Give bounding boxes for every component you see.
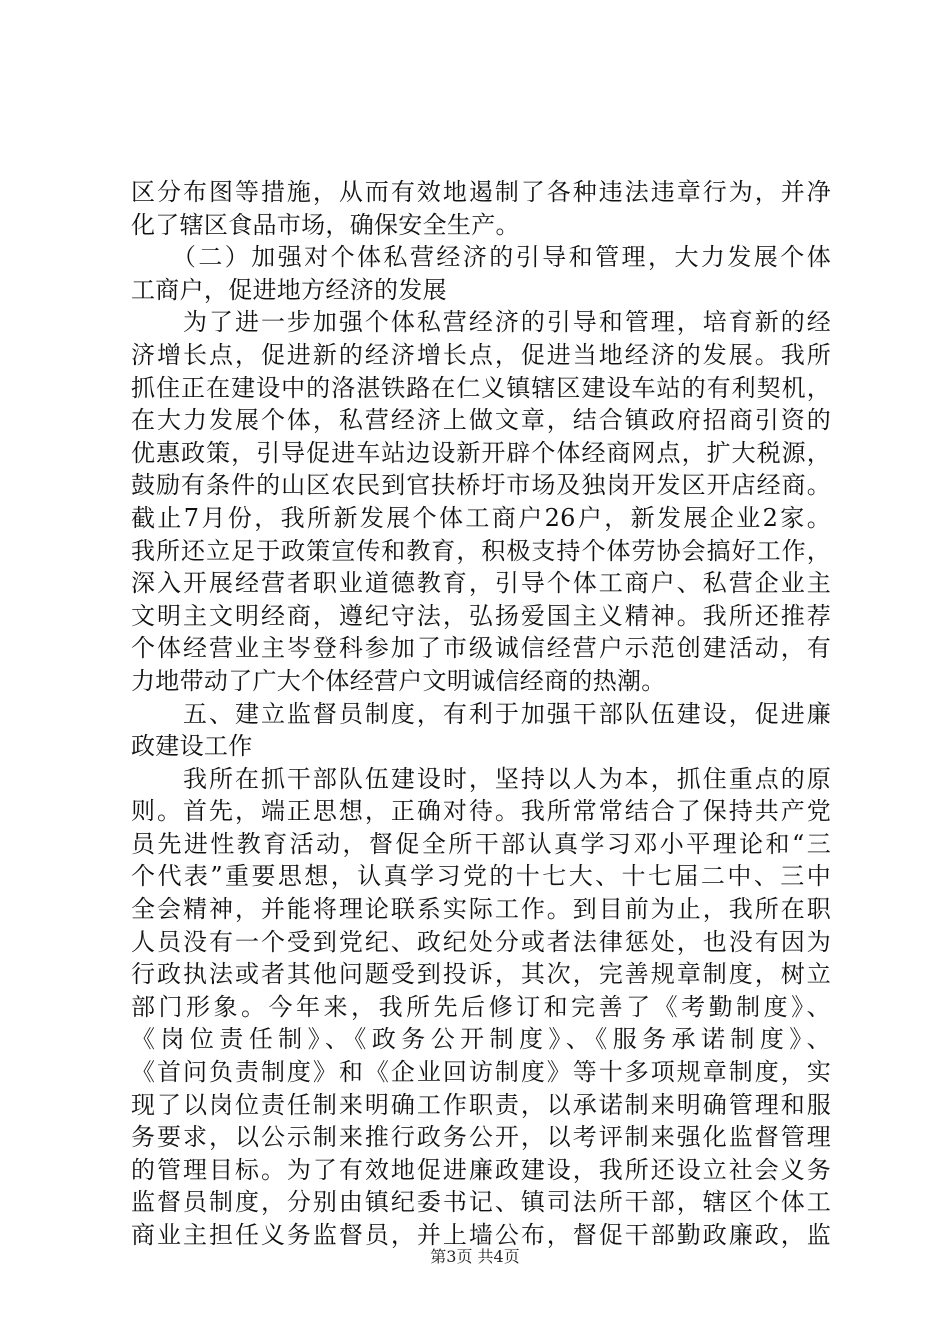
body-text-line: 截止7月份，我所新发展个体工商户26户，新发展企业2家。 — [131, 503, 831, 532]
body-text-line: 五、建立监督员制度，有利于加强干部队伍建设，促进廉 — [131, 699, 831, 728]
body-text-line: 现了以岗位责任制来明确工作职责，以承诺制来明确管理和服 — [131, 1090, 831, 1119]
body-text-line: 深入开展经营者职业道德教育，引导个体工商户、私营企业主 — [131, 569, 831, 598]
body-text-line: 鼓励有条件的山区农民到官扶桥圩市场及独岗开发区开店经商。 — [131, 471, 831, 500]
body-text-line: 行政执法或者其他问题受到投诉，其次，完善规章制度，树立 — [131, 960, 831, 989]
body-text-line: 文明主文明经商，遵纪守法，弘扬爱国主义精神。我所还推荐 — [131, 601, 831, 630]
body-text-line: 全会精神，并能将理论联系实际工作。到目前为止，我所在职 — [131, 895, 831, 924]
body-text-line: 的管理目标。为了有效地促进廉政建设，我所还设立社会义务 — [131, 1155, 831, 1184]
body-text-line: 优惠政策，引导促进车站边设新开辟个体经商网点，扩大税源， — [131, 438, 831, 467]
body-text-line: 政建设工作 — [131, 732, 253, 761]
body-text-line: 《岗位责任制》、《政务公开制度》、《服务承诺制度》、 — [131, 1025, 831, 1054]
body-text-line: 商业主担任义务监督员，并上墙公布，督促干部勤政廉政，监 — [131, 1221, 831, 1249]
body-text-line: 则。首先，端正思想，正确对待。我所常常结合了保持共产党 — [131, 797, 831, 826]
body-text-line: （二）加强对个体私营经济的引导和管理，大力发展个体 — [131, 243, 831, 272]
page-footer: 第3页 共4页 — [430, 1247, 520, 1266]
body-text-line: 人员没有一个受到党纪、政纪处分或者法律惩处，也没有因为 — [131, 927, 831, 956]
body-text-line: 我所还立足于政策宣传和教育，积极支持个体劳协会搞好工作， — [131, 536, 831, 565]
body-text-line: 《首问负责制度》和《企业回访制度》等十多项规章制度，实 — [131, 1058, 831, 1087]
body-text-line: 我所在抓干部队伍建设时，坚持以人为本，抓住重点的原 — [131, 764, 831, 793]
body-text-line: 个体经营业主岑登科参加了市级诚信经营户示范创建活动，有 — [131, 634, 831, 663]
body-text-line: 部门形象。今年来，我所先后修订和完善了《考勤制度》、 — [131, 992, 831, 1021]
document-body — [131, 176, 831, 1252]
body-text-line: 抓住正在建设中的洛湛铁路在仁义镇辖区建设车站的有利契机， — [131, 373, 831, 402]
body-text-line: 为了进一步加强个体私营经济的引导和管理，培育新的经 — [131, 308, 831, 337]
body-text-line: 在大力发展个体，私营经济上做文章，结合镇政府招商引资的 — [131, 406, 831, 435]
body-text-line: 监督员制度，分别由镇纪委书记、镇司法所干部，辖区个体工 — [131, 1188, 831, 1217]
body-text-line: 工商户，促进地方经济的发展 — [131, 275, 447, 304]
body-text-line: 员先进性教育活动，督促全所干部认真学习邓小平理论和“三 — [131, 829, 831, 858]
body-text-line: 化了辖区食品市场，确保安全生产。 — [131, 210, 520, 239]
body-text-line: 务要求，以公示制来推行政务公开，以考评制来强化监督管理 — [131, 1123, 831, 1152]
body-text-line: 区分布图等措施，从而有效地遏制了各种违法违章行为，并净 — [131, 178, 831, 206]
body-text-line: 济增长点，促进新的经济增长点，促进当地经济的发展。我所 — [131, 340, 831, 369]
body-text-line: 个代表”重要思想，认真学习党的十七大、十七届二中、三中 — [131, 862, 831, 891]
body-text-line: 力地带动了广大个体经营户文明诚信经商的热潮。 — [131, 666, 666, 695]
